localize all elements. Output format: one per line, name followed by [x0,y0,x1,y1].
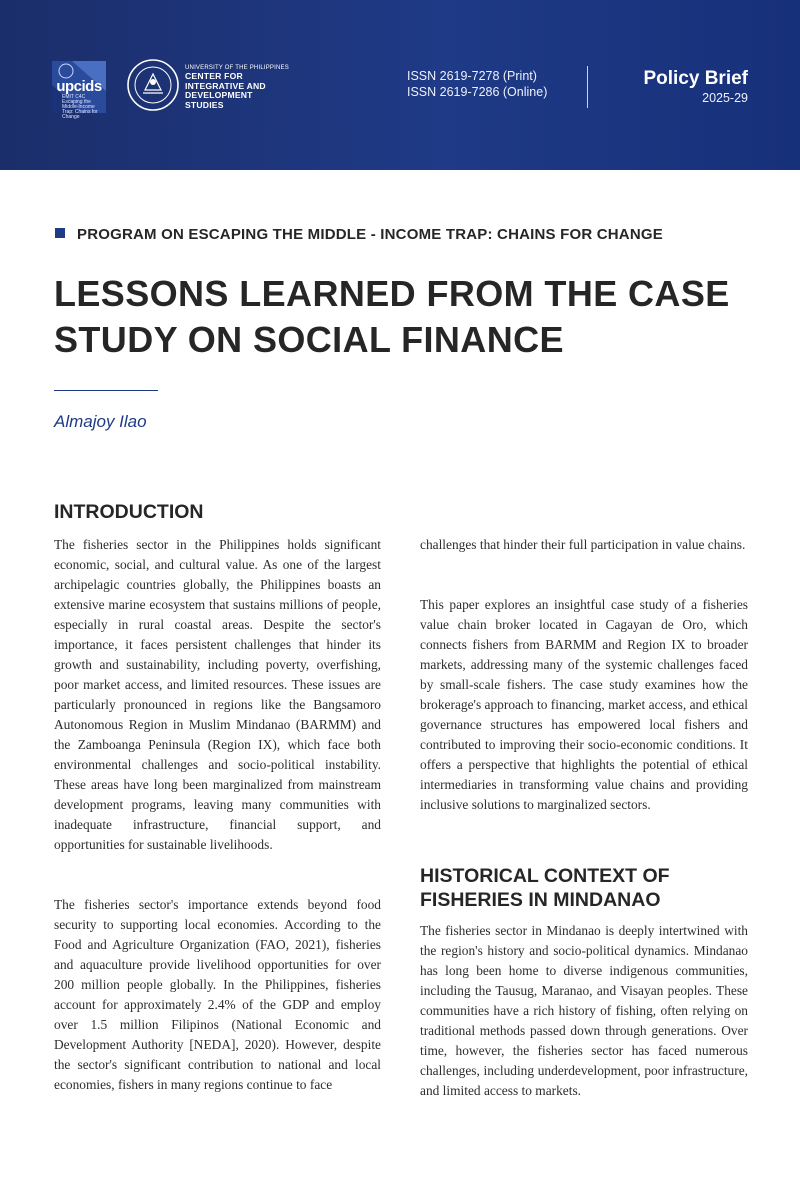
university-name-block [185,64,315,110]
historical-heading-line-2: FISHERIES IN MINDANAO [420,889,661,911]
author-name: Almajoy Ilao [54,412,147,431]
historical-paragraph-1: The fisheries sector in Mindanao is deeply intertwined with the region's history and socio-political dynamics. Mindanao has long been home to diverse indigenous communities, including the Tausug, Maranao, and Visayan peoples. These communities have a rich history of fishing, often relying on traditional methods passed down through generations. Over time, however, the fisheries sector has faced numerous challenges, including underdevelopment, poor infrastructure, and limited access to markets. [420,923,748,1098]
header-band [0,0,800,170]
program-label: PROGRAM ON ESCAPING THE MIDDLE - INCOME TRAP: CHAINS FOR CHANGE [77,226,663,243]
issn-online: ISSN 2619-7286 (Online) [407,85,548,99]
introduction-heading: INTRODUCTION [54,501,204,523]
introduction-paragraph-2: The fisheries sector's importance extends beyond food security to supporting local economies. According to the Food and Agriculture Organization (FAO, 2021), fisheries and aquaculture provide livelihood opportunities for over 200 million people globally. In the Philippines, fisheries account for approximately 2.4% of the GDP and employ over 1.5 million Filipinos (National Economic and Development Authority [NEDA], 2020). However, despite the sector's significant contribution to national and local economies, fishers in many regions continue to face [54,897,381,1092]
university-small-label: UNIVERSITY OF THE PHILIPPINES [185,65,289,71]
center-name-line-1: CENTER FOR [185,71,243,81]
introduction-paragraph-3: This paper explores an insightful case study of a fisheries value chain broker located in Cagayan de Oro, which connects fishers from BARMM and Region IX to broader markets, addressing many of the systemic challenges faced by small-scale fishers. The case study examines how the brokerage's approach to financing, market access, and ethical governance structures has empowered local fishers and contributed to improving their socio-economic conditions. It offers a perspective that highlights the potential of ethical intermediaries in transforming value chains and providing inclusive solutions to marginalized sectors. [420,597,748,812]
policy-brief-title: Policy Brief [643,68,748,89]
policy-brief-number: 2025-29 [702,91,748,105]
square-bullet-icon [55,228,65,238]
upcids-subtext: EMIT C4C Escaping the Middle-Income Trap: Chains for Change [62,94,98,120]
introduction-paragraph-1: The fisheries sector in the Philippines holds significant economic, social, and cultural value. As one of the largest archipelagic countries globally, the Philippines boasts an extensive marine ecosystem that sustains millions of people, especially in rural coastal areas. Despite the sector's importance, it faces persistent challenges that hinder its growth and sustainability, including poverty, overfishing, poor market access, and limited resources. These issues are particularly pronounced in regions like the Bangsamoro Autonomous Region in Muslim Mindanao (BARMM) and the Zamboanga Peninsula (Region IX), which face both environmental challenges and socio-political instability. These areas have long been marginalized from mainstream development programs, leaving many communities with inadequate infrastructure, financial support, and opportunities for sustainable livelihoods. [54,537,381,852]
page-title: LESSONS LEARNED FROM THE CASE STUDY ON SOCIAL FINANCE [54,273,730,360]
center-name-line-3: DEVELOPMENT [185,90,253,100]
upcids-logo-icon [52,61,106,120]
issn-print: ISSN 2619-7278 (Print) [407,69,537,83]
introduction-paragraph-2-continued: challenges that hinder their full participation in value chains. [420,537,746,552]
seal-graphic [126,58,180,112]
center-name-line-2: INTEGRATIVE AND [185,80,266,91]
issn-block [407,68,577,100]
title-divider [54,390,158,391]
program-line [55,226,755,243]
upcids-wordmark: upcids [56,78,102,95]
policy-brief-block [643,68,748,106]
historical-context-heading [420,864,670,912]
historical-heading-line-1: HISTORICAL CONTEXT OF [420,865,670,887]
header-divider [587,66,588,108]
up-seal-icon [126,58,180,112]
center-name-line-4: STUDIES [185,99,224,110]
